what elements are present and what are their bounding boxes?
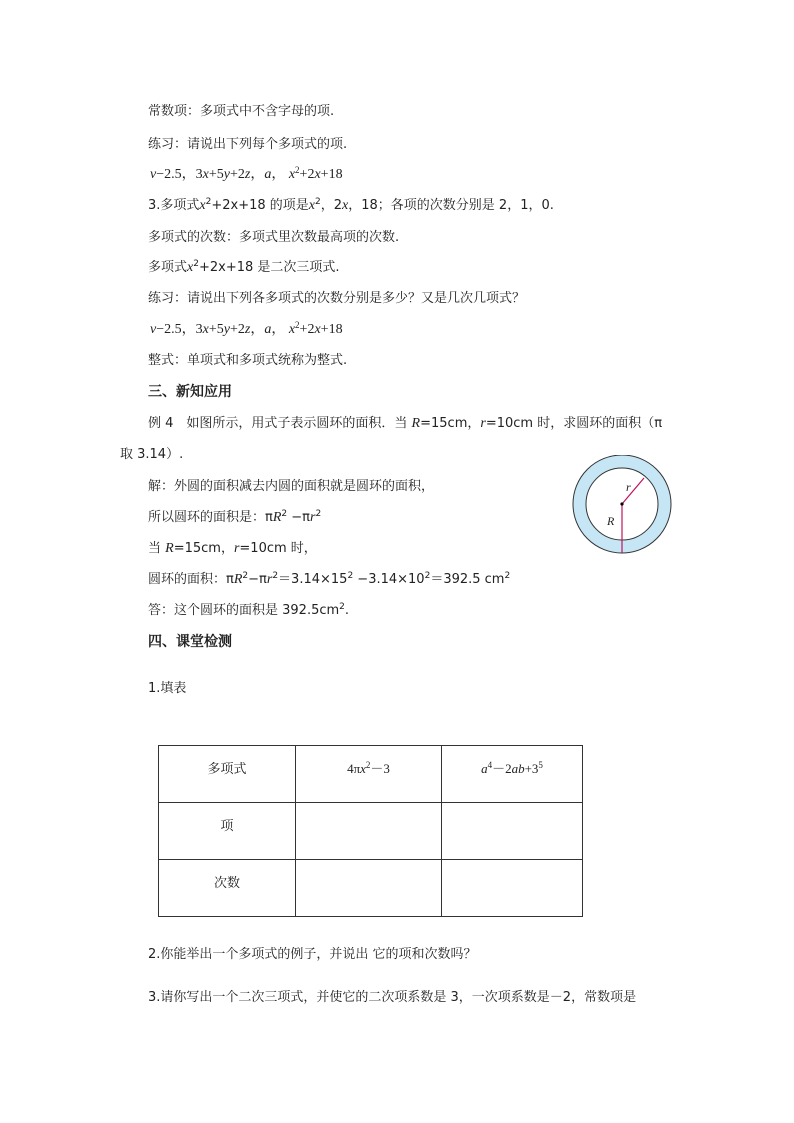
table-row-label-degree: 次数 <box>159 860 296 917</box>
quadratic-trinomial-statement: 多项式$x^2+2x+18$ 是二次三项式. <box>148 259 340 275</box>
polynomial-terms-statement: 3.多项式$x^2+2x+18$ 的项是$x^2$，2x，18；各项的次数分别是 2，1，0. <box>148 197 554 213</box>
table-header-row <box>159 746 583 803</box>
example4-text-cont: 取 3.14）. <box>120 447 184 462</box>
question3: 3.请你写出一个二次三项式，并使它的二次项系数是 3，一次项系数是－2，常数项是 <box>148 990 637 1005</box>
integral-expression-definition: 整式：单项式和多项式统称为整式. <box>148 353 348 368</box>
center-point <box>620 502 623 505</box>
example4-text: 例 4 如图所示，用式子表示圆环的面积．当 R=15cm，r=10cm 时，求圆环的面积（π <box>148 416 663 431</box>
section4-heading: 四、课堂检测 <box>148 634 232 650</box>
table-row <box>159 803 583 860</box>
table-row-label-terms: 项 <box>159 803 296 860</box>
exercise1-expressions: v−2.5，3x+5y+2z，a， $x^2+2x+18$ <box>150 165 343 182</box>
fill-in-table <box>158 745 583 917</box>
exercise2-expressions: v−2.5，3x+5y+2z，a， $x^2+2x+18$ <box>150 320 343 337</box>
constant-term-definition: 常数项：多项式中不含字母的项. <box>148 104 335 119</box>
question2: 2.你能举出一个多项式的例子，并说出 它的项和次数吗？ <box>148 947 477 962</box>
inner-radius-label: r <box>626 480 631 494</box>
table-cell-blank[interactable] <box>296 803 442 860</box>
annulus-diagram <box>571 455 675 559</box>
solution-step2: 所以圆环的面积是：$\pi R^2 -\pi r^2$ <box>148 509 322 525</box>
question1-label: 1.填表 <box>148 681 187 696</box>
table-cell-blank[interactable] <box>442 803 583 860</box>
exercise2-prompt: 练习：请说出下列各多项式的次数分别是多少？又是几次几项式？ <box>148 291 526 306</box>
section3-heading: 三、新知应用 <box>148 384 232 400</box>
degree-definition: 多项式的次数：多项式里次数最高项的次数. <box>148 230 400 245</box>
solution-step4: 圆环的面积：$\pi R^2-\pi r^2=3.14\times 15^2 -3.14\times 10^2=392.5$ $cm^2$ <box>148 571 511 587</box>
table-cell-blank[interactable] <box>296 860 442 917</box>
exercise1-prompt: 练习：请说出下列每个多项式的项. <box>148 137 348 152</box>
table-header-label: 多项式 <box>159 746 296 803</box>
table-header-poly2: $a^4-2ab+3^5$ <box>442 746 583 803</box>
solution-step3: 当 R=15cm，r=10cm 时， <box>148 541 317 556</box>
table-cell-blank[interactable] <box>442 860 583 917</box>
solution-step1: 解：外圆的面积减去内圆的面积就是圆环的面积， <box>148 479 435 494</box>
table-row <box>159 860 583 917</box>
table-header-poly1: $4\pi x^2-3$ <box>296 746 442 803</box>
answer-line: 答：这个圆环的面积是 $392.5cm^2$. <box>148 602 350 618</box>
outer-radius-label: R <box>607 514 615 528</box>
